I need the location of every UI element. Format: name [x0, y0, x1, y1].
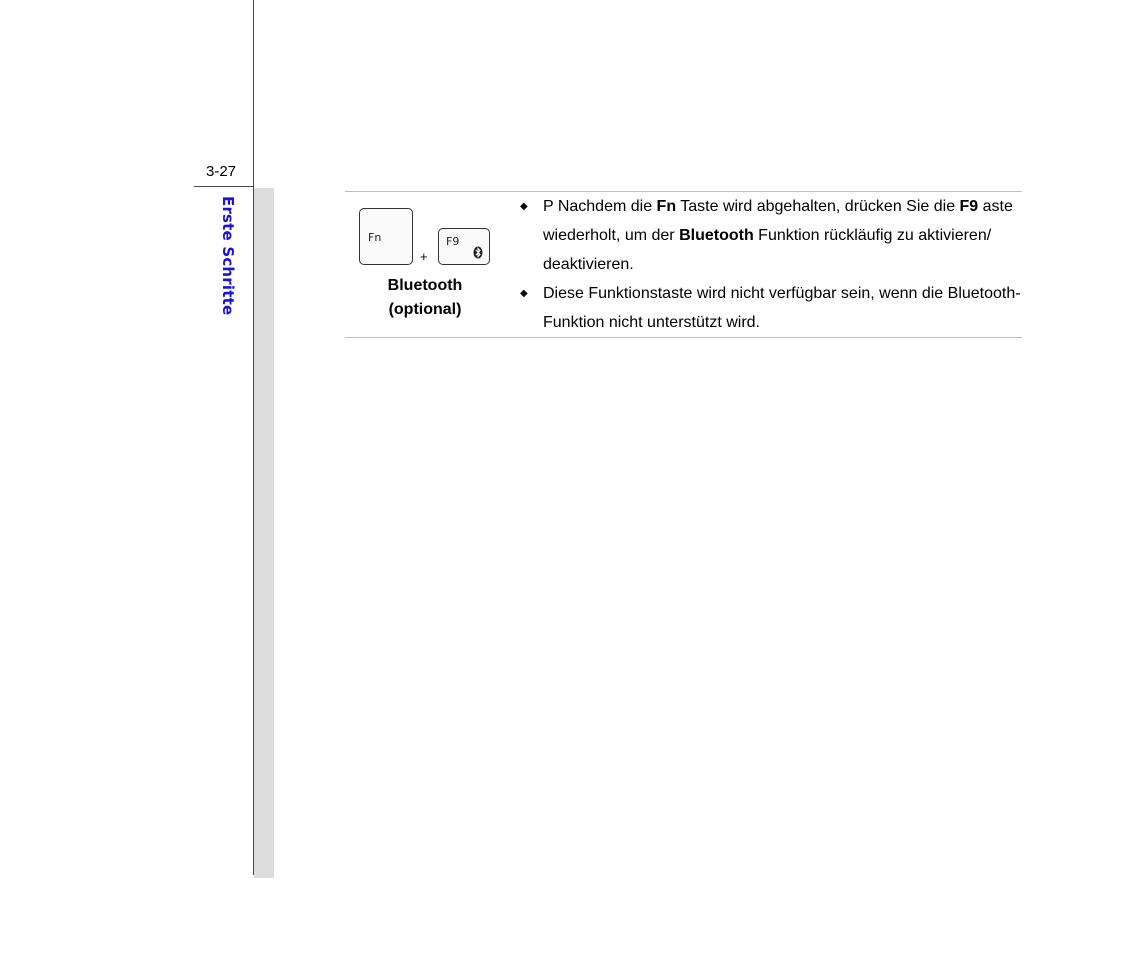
- text-run: Funktion rückläufig zu aktivieren/ deaktivieren.: [543, 227, 992, 273]
- text-run: aste wiederholt, um der: [543, 198, 1013, 244]
- list-item: [520, 192, 1022, 279]
- function-key-table: [345, 191, 1022, 338]
- list-item: [520, 279, 1022, 337]
- page-number-rule: [194, 186, 254, 187]
- key-caption-optional: (optional): [388, 301, 462, 318]
- margin-gray-bar: [254, 188, 274, 878]
- plus-sign: +: [420, 249, 428, 264]
- diamond-bullet-icon: ◆: [520, 201, 528, 212]
- fn-key-label: Fn: [368, 231, 382, 244]
- key-caption-title: Bluetooth: [387, 277, 463, 294]
- bold-bluetooth: Bluetooth: [679, 227, 754, 244]
- text-run: Diese Funktionstaste wird nicht verfügbar sein, wenn die Bluetooth-Funktion nicht unterstützt wird.: [543, 285, 1021, 331]
- text-run: Taste wird abgehalten, drücken Sie die: [676, 198, 960, 215]
- key-caption: [345, 274, 505, 322]
- bold-fn: Fn: [656, 198, 677, 215]
- page-number: 3-27: [206, 163, 237, 180]
- diamond-bullet-icon: ◆: [520, 288, 528, 299]
- description-list: [520, 192, 1022, 337]
- bold-f9: F9: [959, 198, 979, 215]
- f9-key: [438, 228, 490, 265]
- description-cell: [520, 192, 1022, 337]
- text-run: P Nachdem die: [543, 198, 657, 215]
- key-combination-cell: [345, 192, 505, 337]
- fn-key: [359, 208, 413, 265]
- f9-key-label: F9: [446, 235, 460, 248]
- chapter-label: Erste Schritte: [219, 196, 237, 316]
- bluetooth-icon: [473, 246, 483, 259]
